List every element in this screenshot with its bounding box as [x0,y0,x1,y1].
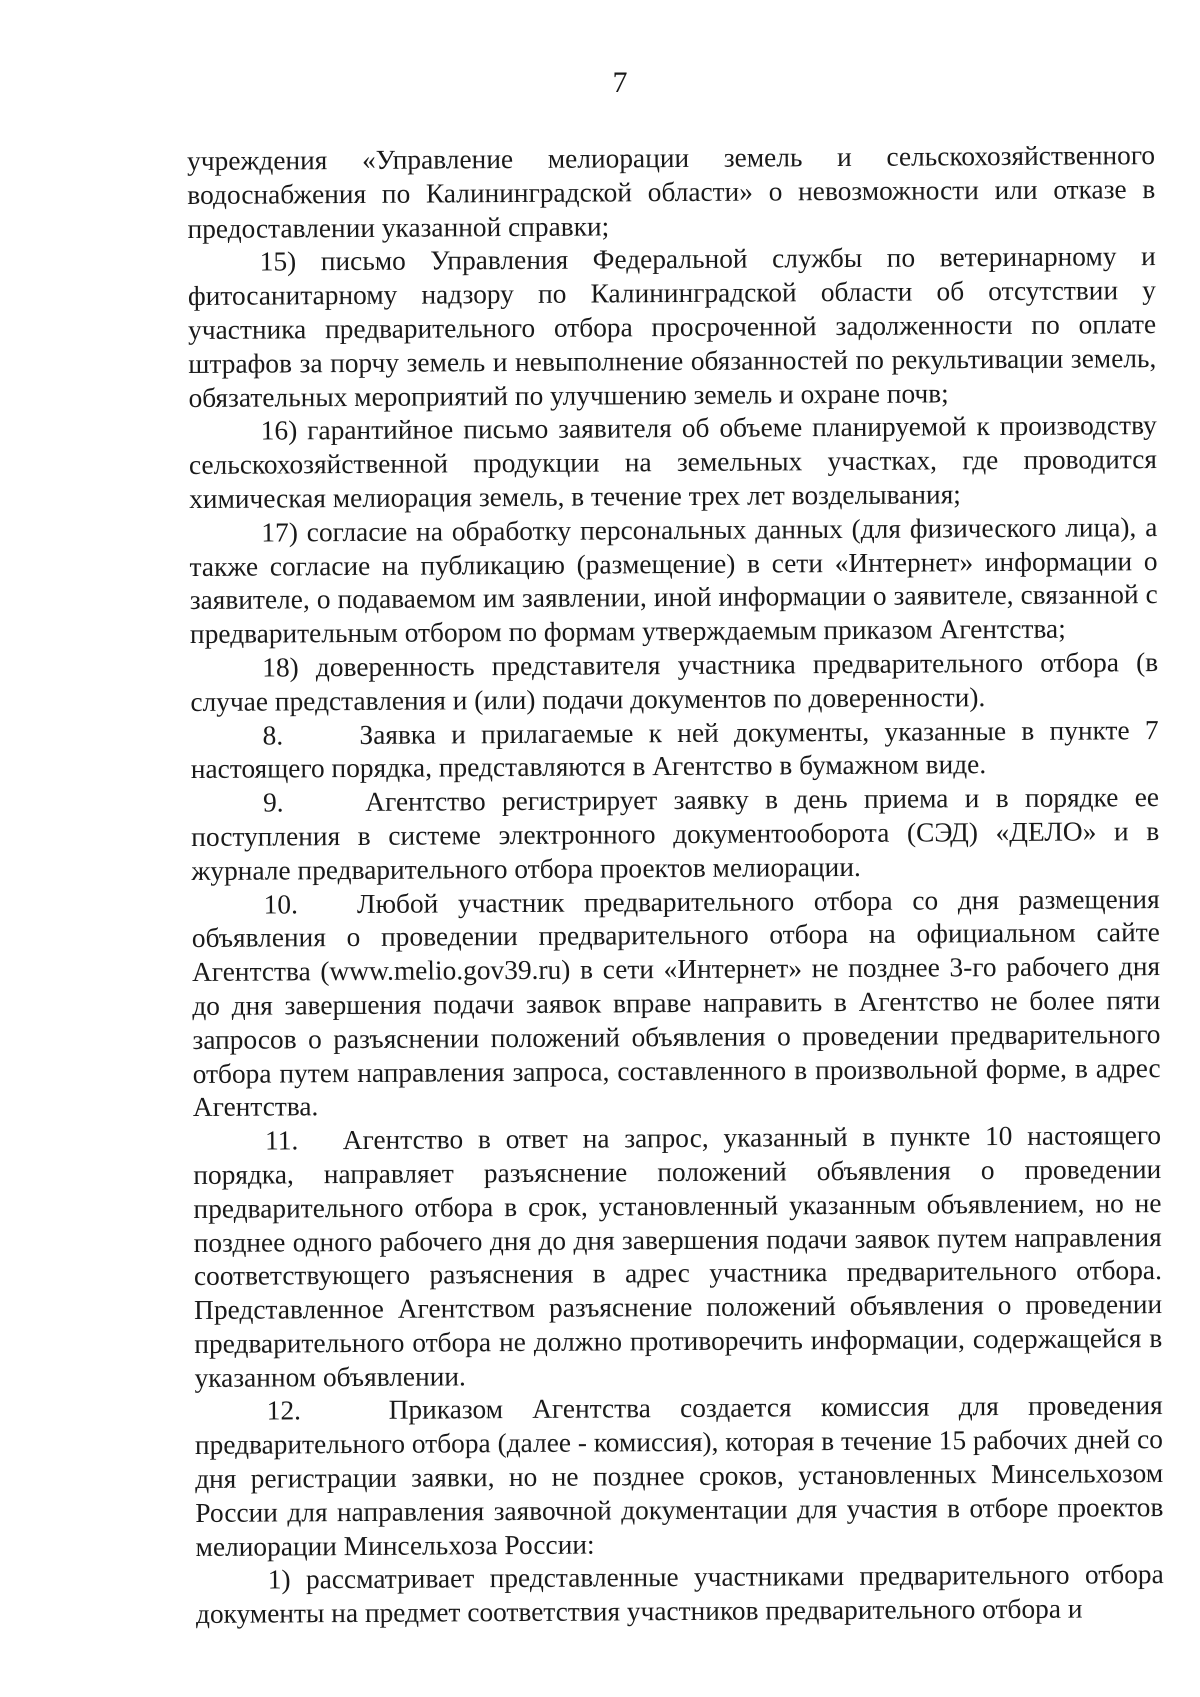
page-number: 7 [612,66,628,99]
paragraph-item-17: 17) согласие на обработку персональных данных (для физического лица), а также согласие на публикацию (размещение) в сети «Интернет» информации о заявителе, о подаваемом им заявлении, иной информации о заявителе, связанной с предварительным отбором по формам утверждаемым приказом Агентства; [189,511,1165,650]
paragraph-point-12: 12. Приказом Агентства создается комиссия для проведения предварительного отбора (далее - комиссия), которая в течение 15 рабочих дней со дня регистрации заявки, но не позднее сроков, установленных Минсельхозом России для направления заявочной документации для участия в отборе проектов мелиорации Минсельхоза России: [194,1390,1171,1562]
paragraph-continuation: учреждения «Управление мелиорации земель и сельскохозяйственного водоснабжения по Калининградской области» о невозможности или отказе в предоставлении указанной справки; [187,140,1163,244]
paragraph-item-16: 16) гарантийное письмо заявителя об объеме планируемой к производству сельскохозяйственной продукции на земельных участках, где проводится химическая мелиорация земель, в течение трех лет возделывания; [188,410,1164,514]
document-body [187,139,1171,1632]
paragraph-item-18: 18) доверенность представителя участника предварительного отбора (в случае представления и (или) подачи документов по доверенности). [190,646,1166,717]
paragraph-point-10: 10. Любой участник предварительного отбора со дня размещения объявления о проведении предварительного отбора на официальном сайте Агентства (www.melio.gov39.ru) в сети «Интернет» не позднее 3-го рабочего дня до дня завершения подачи заявок вправе направить в Агентство не более пяти запросов о разъяснении положений объявления о проведении предварительного отбора путем направления запроса, составленного в произвольной форме, в адрес Агентства. [191,883,1168,1123]
paragraph-point-9: 9. Агентство регистрирует заявку в день приема и в порядке ее поступления в системе электронного документооборота (СЭД) «ДЕЛО» и в журнале предварительного отбора проектов мелиорации. [191,782,1167,886]
paragraph-point-8: 8. Заявка и прилагаемые к ней документы, указанные в пункте 7 настоящего порядка, представляются в Агентство в бумажном виде. [190,714,1166,785]
paragraph-point-11: 11. Агентство в ответ на запрос, указанный в пункте 10 настоящего порядка, направляет разъяснение положений объявления о проведении предварительного отбора в срок, установленный указанным объявлением, но не позднее одного рабочего дня до дня завершения подачи заявок путем направления соответствующего разъяснения в адрес участника предварительного отбора. Представленное Агентством разъяснение положений объявления о проведении предварительного отбора не должно противоречить информации, содержащейся в указанном объявлении. [193,1120,1170,1393]
paragraph-item-15: 15) письмо Управления Федеральной службы по ветеринарному и фитосанитарному надзору по Калининградской области об отсутствии у участника предварительного отбора просроченной задолженности по оплате штрафов за порчу земель и невыполнение обязанностей по рекультивации земель, обязательных мероприятий по улучшению земель и охране почв; [187,241,1164,413]
paragraph-subitem-1: 1) рассматривает представленные участниками предварительного отбора документы на предмет соответствия участников предварительного отбора и [195,1559,1171,1630]
